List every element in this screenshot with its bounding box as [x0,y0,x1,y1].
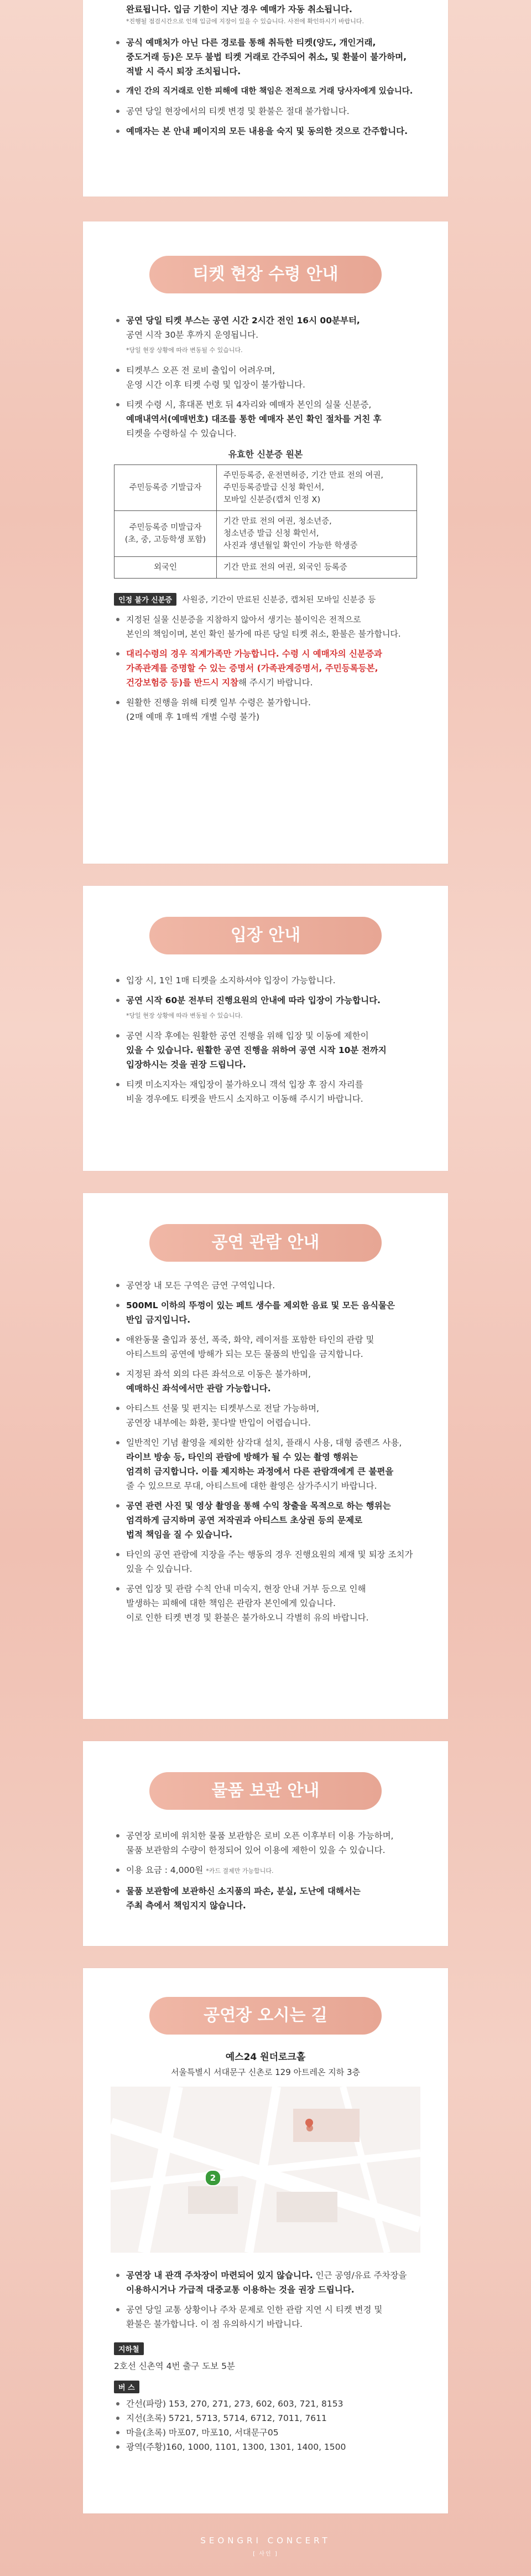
direct-deal-notice: 개인 간의 직거래로 인한 피해에 대한 책임은 전적으로 거래 당사자에게 있습니다. [114,84,417,99]
entry-card [83,886,448,1171]
storage-liab-line2: 주최 측에서 책임지지 않습니다. [126,1901,246,1911]
invalid-id-row [114,593,417,606]
lobby-line2: 운영 시간 이후 티켓 수령 및 입장이 불가합니다. [126,380,305,390]
watch-item-line: 공연 관련 사진 및 영상 촬영을 통해 수익 창출을 목적으로 하는 행위는 [126,1501,391,1511]
bus-item: 지선(초록) 5721, 5713, 5714, 6712, 7011, 7611 [114,2411,417,2425]
bus-item: 간선(파랑) 153, 270, 271, 273, 602, 603, 721, 8153 [114,2397,417,2411]
bus-tag: 버 스 [114,2381,139,2393]
venue-card [83,1968,448,2513]
entry-60min-note: *당일 현장 상황에 따라 변동될 수 있습니다. [126,1012,243,1019]
id-resp-line2: 본인의 책임이며, 본인 확인 불가에 따른 당일 티켓 취소, 환불은 불가합니다. [126,629,401,639]
id-check-notice [114,398,417,441]
watch-item-line: 줄 수 있으므로 무대, 아티스트에 대한 촬영은 삼가주시기 바랍니다. [126,1481,377,1491]
watch-item-line: 공연 입장 및 관람 수칙 안내 미숙지, 현장 안내 거부 등으로 인해 [126,1584,366,1594]
partial-line2: (2매 예매 후 1매씩 개별 수령 불가) [126,712,260,722]
watch-item-line: 애완동물 출입과 풍선, 폭죽, 화약, 레이저를 포함한 타인의 관람 및 [126,1335,374,1345]
watch-item [114,1499,417,1542]
watch-item [114,1333,417,1361]
lobby-line1: 티켓부스 오픈 전 로비 출입이 어려우며, [126,365,275,375]
bus-item: 마을(초록) 마포07, 마포10, 서대문구05 [114,2425,417,2440]
invalid-id-tag: 인정 불가 신분증 [114,593,176,606]
footer-sub: [ 사인 ] [253,2551,278,2557]
table-row [114,511,417,557]
entry-title: 입장 안내 [149,917,382,954]
table-row [114,557,417,579]
storage-fee-note: *카드 결제만 가능합니다. [206,1867,274,1875]
entry-reentry [114,1077,417,1106]
proxy-line3b: 해 주시기 바랍니다. [238,678,313,688]
illegal-ticket-line1: 공식 예매처가 아닌 다른 경로를 통해 취득한 티켓(양도, 개인거래, [126,38,376,48]
storage-liab-line1: 물품 보관함에 보관하신 소지품의 파손, 분실, 도난에 대해서는 [126,1886,361,1896]
booth-hours [114,313,417,358]
watch-item-line: 있을 수 있습니다. [126,1564,192,1574]
watch-item-line: 예매하신 좌석에서만 관람 가능합니다. [126,1383,271,1393]
illegal-ticket-notice [114,35,417,79]
watch-item-line: 아티스트 선물 및 편지는 티켓부스로 전달 가능하며, [126,1403,319,1413]
proxy-pickup [114,647,417,690]
entry-reentry-line1: 티켓 미소지자는 재입장이 불가하오니 객석 입장 후 잠시 자리를 [126,1080,363,1090]
booth-hours-note: *당일 현장 상황에 따라 변동될 수 있습니다. [126,347,243,354]
venue-address: 서울특별시 서대문구 신촌로 129 아트레온 지하 3층 [170,2067,361,2077]
proxy-line1: 대리수령의 경우 직계가족만 가능합니다. 수령 시 예매자의 신분증과 [126,649,382,659]
table-row [114,465,417,511]
valid-id-heading: 유효한 신분증 원본 [228,449,303,460]
watch-item-line: 타인의 공연 관람에 지장을 주는 행동의 경우 진행요원의 제재 및 퇴장 조치가 [126,1550,413,1560]
id-check-line1: 티켓 수령 시, 휴대폰 번호 뒤 4자리와 예매자 본인의 실물 신분증, [126,400,372,410]
watch-item-line: 일반적인 기념 촬영을 제외한 삼각대 설치, 플래시 사용, 대형 줌렌즈 사용, [126,1438,402,1448]
ticket-pickup-title: 티켓 현장 수령 안내 [149,256,382,293]
lobby-notice [114,363,417,392]
watch-item [114,1298,417,1327]
storage-card [83,1741,448,1946]
venue-name: 예스24 원더로크홀 [225,2052,306,2063]
valid-id-table [114,464,417,579]
storage-liability [114,1884,417,1913]
storage-line2: 물품 보관함의 수량이 한정되어 있어 이용에 제한이 있을 수 있습니다. [126,1845,386,1855]
proxy-line3: 건강보험증 등)를 반드시 지참 [126,678,238,688]
agreement-notice: 예매자는 본 안내 페이지의 모든 내용을 숙지 및 동의한 것으로 간주합니다. [114,124,417,138]
entry-after-line1: 공연 시작 후에는 원활한 공연 진행을 위해 입장 및 이동에 제한이 [126,1031,369,1041]
id-resp-line1: 지정된 실물 신분증을 지참하지 않아서 생기는 불이익은 전적으로 [126,615,361,624]
illegal-ticket-line3: 적발 시 즉시 퇴장 조치됩니다. [126,66,241,76]
storage-title: 물품 보관 안내 [149,1772,382,1810]
storage-location [114,1829,417,1857]
deadline-text: 완료됩니다. 입금 기한이 지난 경우 예매가 자동 취소됩니다. [126,4,352,14]
row-header: 외국인 [114,557,217,579]
parking-notice [114,2268,417,2297]
entry-60min-text: 공연 시작 60분 전부터 진행요원의 안내에 따라 입장이 가능합니다. [126,995,381,1005]
row-detail: 주민등록증, 운전면허증, 기간 만료 전의 여권, 주민등록증발급 신청 확인서, 모바일 신분증(캡처 인정 X) [217,465,417,511]
entry-60min [114,993,417,1023]
venue-map[interactable] [111,2087,420,2253]
bus-item: 광역(주황)160, 1000, 1101, 1300, 1301, 1400, 1500 [114,2440,417,2454]
subway-info: 2호선 신촌역 4번 출구 도보 5분 [114,2361,235,2371]
watch-item-line: 반입 금지입니다. [126,1315,191,1325]
storage-line1: 공연장 로비에 위치한 물품 보관함은 로비 오픈 이후부터 이용 가능하며, [126,1831,394,1841]
venue-title: 공연장 오시는 길 [149,1997,382,2035]
row-header: 주민등록증 미발급자 (초, 중, 고등학생 포함) [114,511,217,557]
booth-hours-line2: 공연 시작 30분 후까지 운영됩니다. [126,330,259,340]
partial-line1: 원활한 진행을 위해 티켓 일부 수령은 불가합니다. [126,698,311,708]
watch-item [114,1401,417,1430]
ticket-pickup-card [83,221,448,864]
row-detail: 기간 만료 전의 여권, 청소년증, 청소년증 발급 신청 확인서, 사진과 생년월일 확인이 가능한 학생증 [217,511,417,557]
watch-item [114,1547,417,1576]
entry-reentry-line2: 비울 경우에도 티켓을 반드시 소지하고 이동해 주시기 바랍니다. [126,1094,363,1104]
map-graphic [111,2087,420,2253]
watch-item-line: 라이브 방송 등, 타인의 관람에 방해가 될 수 있는 촬영 행위는 [126,1452,358,1462]
id-check-line3: 티켓을 수령하실 수 있습니다. [126,429,237,438]
subway-tag: 지하철 [114,2342,144,2355]
deadline-note: *진행될 점검시간으로 인해 입금에 지장이 있을 수 있습니다. 사전에 확인하시기 바랍니다. [126,18,364,25]
footer-title: SEONGRI CONCERT [200,2536,331,2546]
watch-item-line: 발생하는 피해에 대한 책임은 관람자 본인에게 있습니다. [126,1598,336,1608]
invalid-id-text: 사원증, 기간이 만료된 신분증, 캡처된 모바일 신분증 등 [182,596,376,605]
entry-after-line3: 입장하시는 것을 권장 드립니다. [126,1060,246,1070]
parking-line2: 이용하시거나 가급적 대중교통 이용하는 것을 권장 드립니다. [126,2285,355,2295]
traffic-line2: 환불은 불가합니다. 이 점 유의하시기 바랍니다. [126,2319,303,2329]
parking-line1: 공연장 내 관객 주차장이 마련되어 있지 않습니다. [126,2270,313,2280]
watch-item [114,1367,417,1396]
watch-item-line: 지정된 좌석 외의 다른 좌석으로 이동은 불가하며, [126,1369,311,1379]
storage-fee-text: 이용 요금 : 4,000원 [126,1865,204,1875]
bus-list [114,2397,417,2454]
proxy-line2: 가족관계를 증명할 수 있는 증명서 (가족관계증명서, 주민등록등본, [126,663,378,673]
watch-item-line: 법적 책임을 질 수 있습니다. [126,1530,233,1540]
watch-item-line: 500ML 이하의 뚜껑이 있는 페트 생수를 제외한 음료 및 모든 음식물은 [126,1300,395,1310]
entry-one-ticket [114,973,417,988]
watch-item-line: 공연장 내 모든 구역은 금연 구역입니다. [126,1281,275,1290]
entry-after-line2: 있을 수 있습니다. 원활한 공연 진행을 위하여 공연 시작 10분 전까지 [126,1045,387,1055]
subway-line2-marker: 2 [205,2170,221,2186]
watch-list [83,1262,448,1625]
watch-item [114,1582,417,1625]
id-responsibility [114,612,417,641]
watch-item-line: 이로 인한 티켓 변경 및 환불은 불가하오니 각별히 유의 바랍니다. [126,1613,369,1623]
partial-pickup [114,695,417,724]
watch-item [114,1436,417,1493]
entry-one-ticket-text: 입장 시, 1인 1매 티켓을 소지하셔야 입장이 가능합니다. [126,975,336,985]
parking-line1b: 인근 공영/유료 주차장을 [313,2270,407,2280]
no-change-notice: 공연 당일 현장에서의 티켓 변경 및 환불은 절대 불가합니다. [114,104,417,118]
watch-card [83,1193,448,1719]
storage-fee [114,1863,417,1878]
traffic-line1: 공연 당일 교통 상황이나 주차 문제로 인한 관람 지연 시 티켓 변경 및 [126,2305,383,2315]
watch-item-line: 엄격하게 금지하며 공연 저작권과 아티스트 초상권 등의 문제로 [126,1515,363,1525]
entry-after-start [114,1029,417,1072]
illegal-ticket-line2: 중도거래 등)은 모두 불법 티켓 거래로 간주되어 취소, 및 환불이 불가하며, [126,52,407,62]
watch-item [114,1278,417,1293]
notice-card-top [83,0,448,197]
booth-hours-line1: 공연 당일 티켓 부스는 공연 시간 2시간 전인 16시 00분부터, [126,316,360,326]
row-detail: 기간 만료 전의 여권, 외국인 등록증 [217,557,417,579]
watch-item-line: 아티스트의 공연에 방해가 되는 모든 물품의 반입을 금지합니다. [126,1349,363,1359]
traffic-notice [114,2303,417,2331]
watch-item-line: 엄격히 금지합니다. 이를 제지하는 과정에서 다른 관람객에게 큰 불편을 [126,1467,394,1477]
watch-item-line: 공연장 내부에는 화환, 꽃다발 반입이 어렵습니다. [126,1418,311,1428]
watch-title: 공연 관람 안내 [149,1224,382,1262]
row-header: 주민등록증 기발급자 [114,465,217,511]
id-check-line2: 예매내역서(예매번호) 대조를 통한 예매자 본인 확인 절차를 거친 후 [126,414,382,424]
